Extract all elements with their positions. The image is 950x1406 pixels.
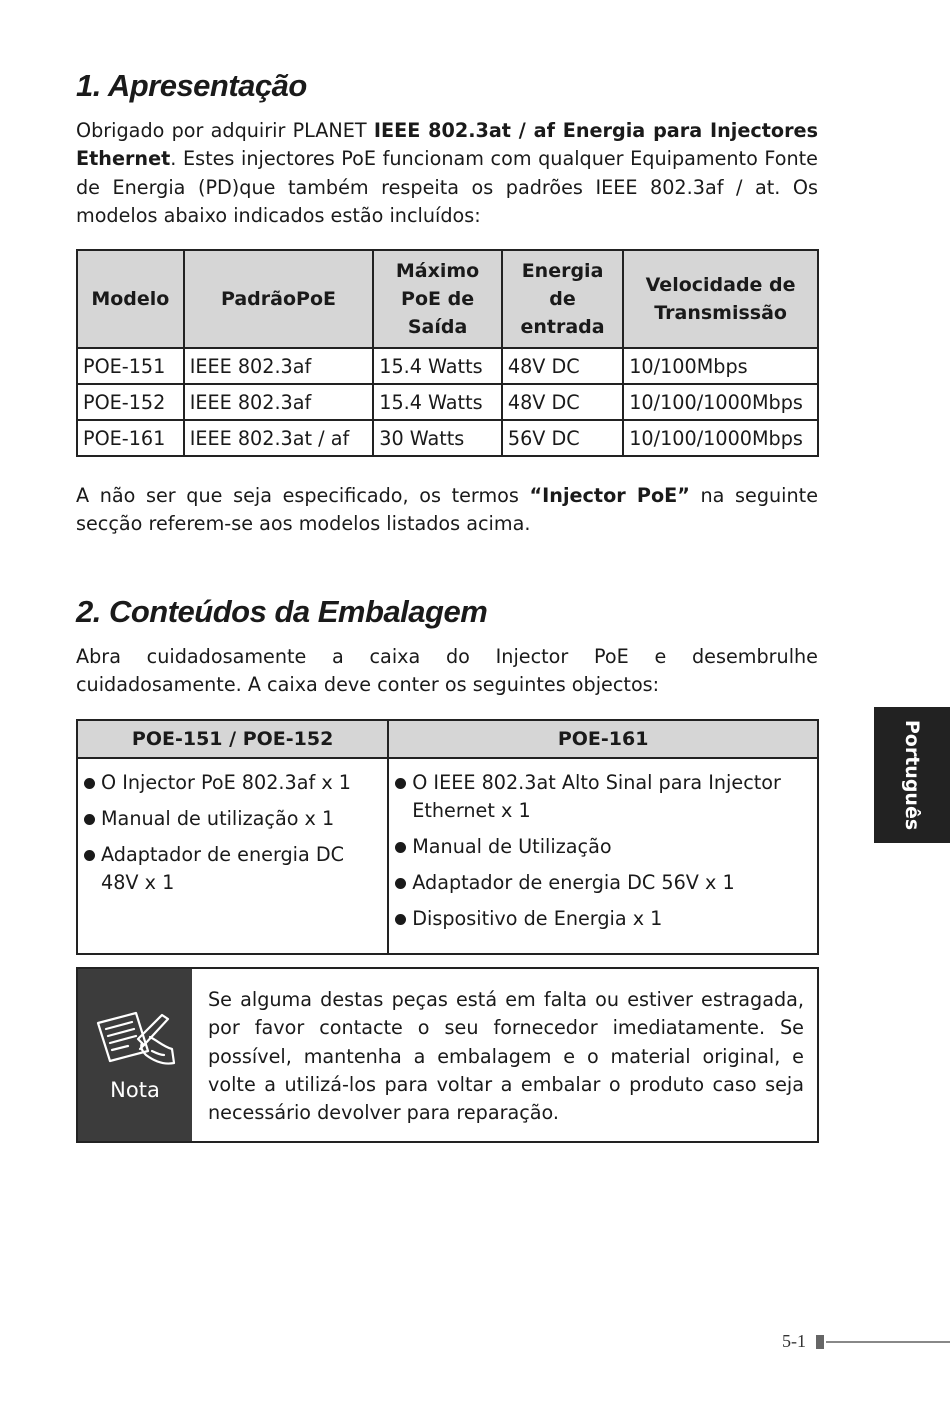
cell-speed: 10/100/1000Mbps — [623, 384, 818, 420]
cell-max-power: 30 Watts — [373, 420, 502, 456]
language-side-tab — [874, 707, 950, 843]
terms-text-1: A não ser que seja especificado, os termos — [76, 484, 530, 507]
package-list-poe-151-152 — [77, 758, 388, 954]
header-maximo-poe: Máximo PoE de Saída — [373, 250, 502, 348]
list-item: Adaptador de energia DC 56V x 1 — [395, 869, 811, 897]
package-list-poe-161 — [388, 758, 818, 954]
page-number-marker — [816, 1335, 824, 1349]
intro-text-2: . Estes injectores PoE funcionam com qualquer Equipamento Fonte de Energia (PD)que também respeita os padrões IEEE 802.3af / at. Os modelos abaixo indicados estão incluídos: — [76, 147, 818, 228]
terms-paragraph — [76, 482, 818, 539]
intro-paragraph — [76, 117, 818, 231]
note-text: Se alguma destas peças está em falta ou estiver estragada, por favor contacte o seu fornecedor imediatamente. Se possível, mantenha a embalagem e o material original, e volte a utilizá-los para voltar a embalar o produto caso seja necessário devolver para reparação. — [208, 988, 804, 1125]
list-item: Adaptador de energia DC 48V x 1 — [84, 841, 381, 897]
cell-model: POE-151 — [77, 348, 184, 384]
bullet-icon — [395, 842, 406, 853]
cell-model: POE-161 — [77, 420, 184, 456]
cell-standard: IEEE 802.3af — [184, 348, 374, 384]
package-intro-paragraph: Abra cuidadosamente a caixa do Injector PoE e desembrulhe cuidadosamente. A caixa deve conter os seguintes objectos: — [76, 645, 818, 697]
list-item: Manual de utilização x 1 — [84, 805, 381, 833]
models-table-header-row — [77, 250, 818, 348]
list-item: Dispositivo de Energia x 1 — [395, 905, 811, 933]
section-title-conteudos: 2. Conteúdos da Embalagem — [76, 594, 488, 629]
package-table-header-row — [77, 720, 818, 758]
cell-max-power: 15.4 Watts — [373, 384, 502, 420]
header-velocidade: Velocidade de Transmissão — [623, 250, 818, 348]
header-poe-161: POE-161 — [388, 720, 818, 758]
list-item: O Injector PoE 802.3af x 1 — [84, 769, 381, 797]
cell-standard: IEEE 802.3af — [184, 384, 374, 420]
page-number-rule — [826, 1341, 950, 1343]
section-title-apresentacao: 1. Apresentação — [76, 68, 307, 103]
note-sidebar — [78, 969, 192, 1141]
cell-speed: 10/100Mbps — [623, 348, 818, 384]
language-tab-label: Português — [901, 719, 923, 831]
intro-text-1: Obrigado por adquirir PLANET — [76, 119, 374, 142]
package-contents-table — [76, 719, 819, 955]
cell-input-power: 56V DC — [502, 420, 623, 456]
hand-writing-icon — [92, 1007, 178, 1071]
list-item: O IEEE 802.3at Alto Sinal para Injector Ethernet x 1 — [395, 769, 811, 825]
header-padrao-poe: PadrãoPoE — [184, 250, 374, 348]
table-row — [77, 420, 818, 456]
bullet-icon — [395, 878, 406, 889]
list-item: Manual de Utilização — [395, 833, 811, 861]
cell-speed: 10/100/1000Mbps — [623, 420, 818, 456]
terms-bold: “Injector PoE” — [529, 484, 690, 507]
intro-bold-product: IEEE 802.3at / af Energia para Injectores Ethernet — [76, 119, 818, 171]
header-modelo: Modelo — [77, 250, 184, 348]
bullet-icon — [395, 914, 406, 925]
package-table-body-row — [77, 758, 818, 954]
table-row — [77, 384, 818, 420]
terms-text-2: na seguinte secção referem-se aos modelos listados acima. — [76, 484, 818, 536]
bullet-icon — [395, 778, 406, 789]
header-energia-entrada: Energia de entrada — [502, 250, 623, 348]
bullet-icon — [84, 850, 95, 861]
table-row — [77, 348, 818, 384]
cell-model: POE-152 — [77, 384, 184, 420]
header-poe-151-152: POE-151 / POE-152 — [77, 720, 388, 758]
bullet-icon — [84, 778, 95, 789]
note-label: Nota — [110, 1078, 160, 1102]
cell-max-power: 15.4 Watts — [373, 348, 502, 384]
page-number: 5-1 — [782, 1331, 806, 1351]
cell-input-power: 48V DC — [502, 384, 623, 420]
cell-standard: IEEE 802.3at / af — [184, 420, 374, 456]
cell-input-power: 48V DC — [502, 348, 623, 384]
bullet-icon — [84, 814, 95, 825]
models-table — [76, 249, 819, 457]
note-box — [76, 967, 819, 1143]
